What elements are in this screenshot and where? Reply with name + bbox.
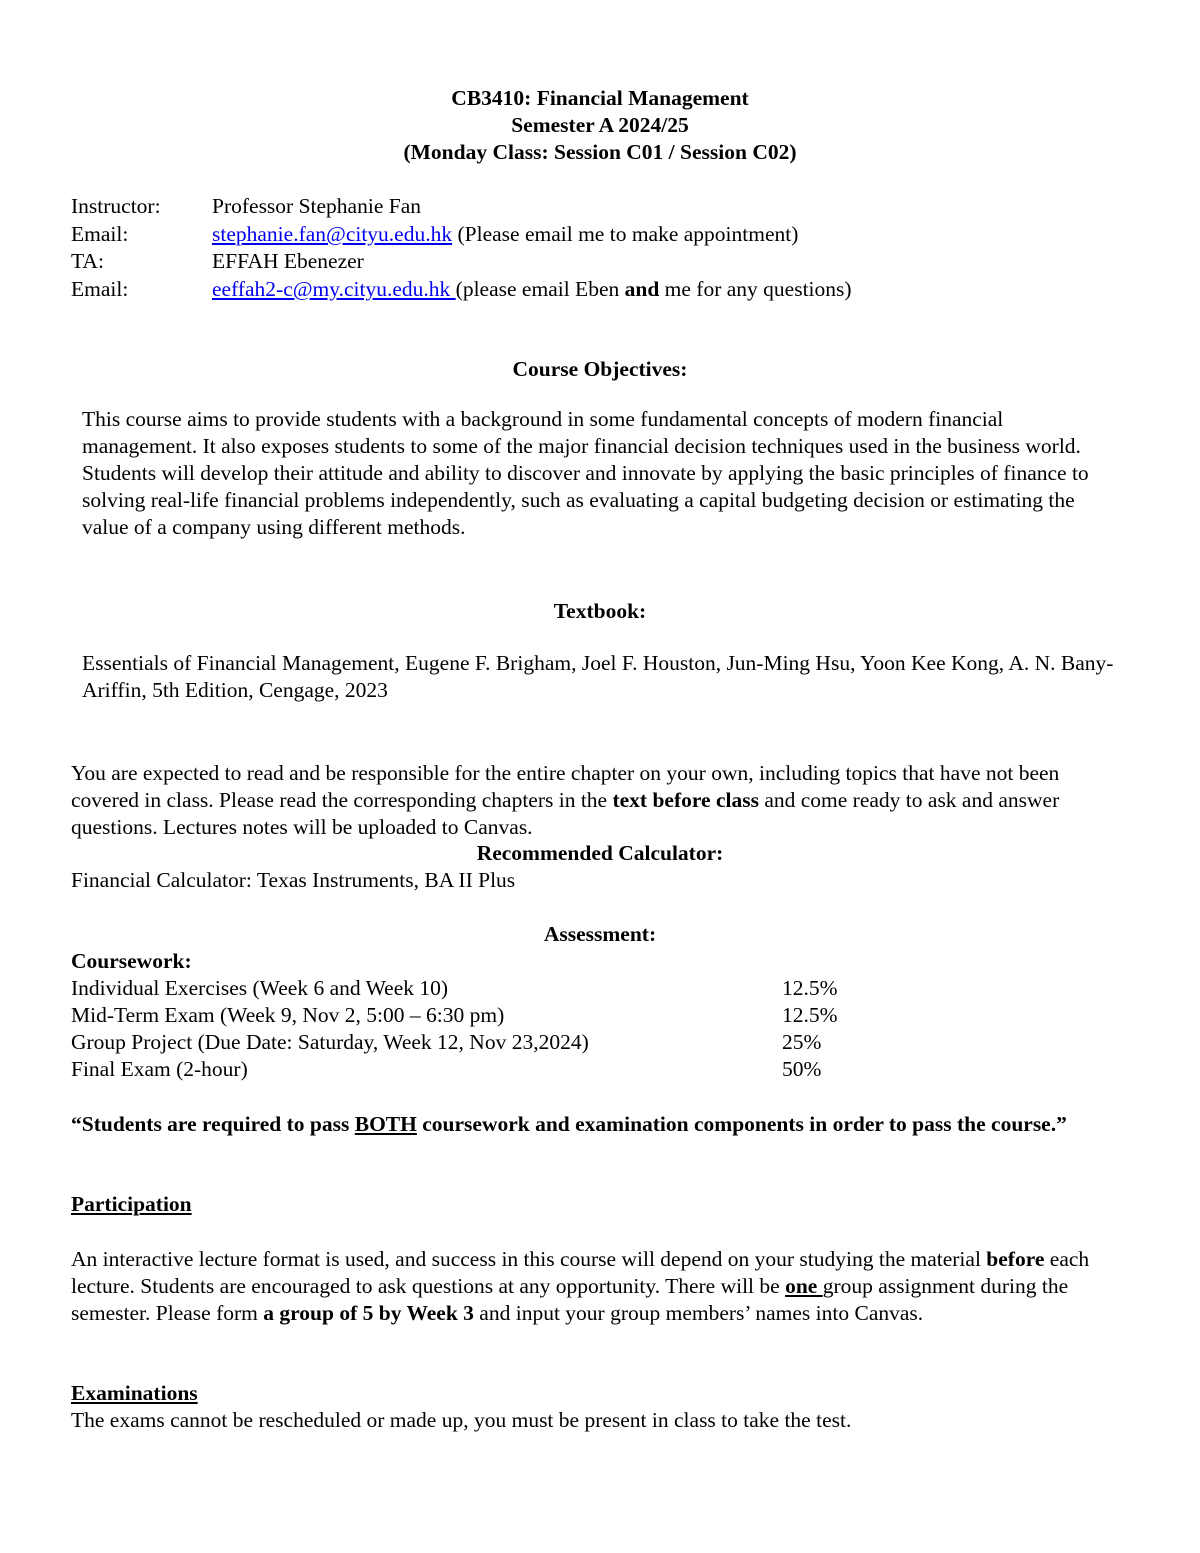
assessment-item-name: Individual Exercises (Week 6 and Week 10) — [71, 976, 449, 1000]
objectives-heading: Course Objectives: — [512, 357, 688, 381]
ta-email-row — [212, 277, 852, 302]
objectives-body: This course aims to provide students with a background in some fundamental concepts of modern financial management. It also exposes students to some of the major financial decision techniques used in the business world. Students will develop their attitude and ability to discover and innovate by applying the basic principles of finance to solving real-life financial problems independently, such as evaluating a capital budgeting decision or estimating the value of a company using different methods. — [82, 407, 1089, 539]
participation-p4: and input your group members’ names into Canvas. — [473, 1301, 924, 1325]
reading-part2: and come ready to ask and answer questions. Lectures notes will be uploaded to Canvas. — [71, 788, 1060, 839]
ta-email-note-b: me for any questions) — [659, 277, 852, 301]
assessment-item-name: Mid-Term Exam (Week 9, Nov 2, 5:00 – 6:30 pm) — [71, 1003, 505, 1027]
examinations-body: The exams cannot be rescheduled or made up, you must be present in class to take the test. — [71, 1408, 852, 1432]
ta-email-link[interactable]: eeffah2-c@my.cityu.edu.hk — [212, 277, 456, 301]
participation-p2: each lecture. Students are encouraged to ask questions at any opportunity. There will be — [71, 1247, 1090, 1298]
notice-both: BOTH — [354, 1112, 417, 1136]
ta-name: EFFAH Ebenezer — [212, 249, 364, 273]
textbook-body: Essentials of Financial Management, Eugene F. Brigham, Joel F. Houston, Jun-Ming Hsu, Yoon Kee Kong, A. N. Bany-Ariffin, 5th Edition, Cengage, 2023 — [82, 651, 1114, 702]
participation-b2: one — [785, 1274, 823, 1298]
ta-email-label: Email: — [71, 277, 129, 301]
instructor-email-note: (Please email me to make appointment) — [452, 222, 799, 246]
participation-heading: Participation — [71, 1192, 192, 1216]
participation-b1: before — [986, 1247, 1045, 1271]
ta-email-note-a: (please email Eben — [455, 277, 625, 301]
assessment-item-weight: 12.5% — [782, 1003, 838, 1027]
ta-label: TA: — [71, 249, 104, 273]
participation-p3: group assignment during the semester. Please form — [71, 1274, 1069, 1325]
reading-part1: You are expected to read and be responsible for the entire chapter on your own, including topics that have not been covered in class. Please read the corresponding chapters in the — [71, 761, 1060, 812]
examinations-heading: Examinations — [71, 1381, 198, 1405]
assessment-item-name: Final Exam (2-hour) — [71, 1057, 248, 1081]
assessment-heading: Assessment: — [543, 922, 657, 946]
textbook-heading: Textbook: — [553, 599, 647, 623]
calculator-heading: Recommended Calculator: — [476, 841, 724, 865]
assessment-item-name: Group Project (Due Date: Saturday, Week 12, Nov 23,2024) — [71, 1030, 589, 1054]
participation-b3: a group of 5 by Week 3 — [263, 1301, 474, 1325]
ta-email-note-bold: and — [624, 277, 660, 301]
assessment-item-weight: 50% — [782, 1057, 822, 1081]
pass-requirement-notice — [71, 1111, 1131, 1138]
assessment-item-weight: 25% — [782, 1030, 822, 1054]
email-label: Email: — [71, 222, 129, 246]
reading-bold: text before class — [612, 788, 759, 812]
calculator-body: Financial Calculator: Texas Instruments, BA II Plus — [71, 868, 516, 892]
instructor-email-row — [212, 222, 798, 247]
page-title: CB3410: Financial Management — [451, 86, 749, 110]
notice-part-b: coursework and examination components in order to pass the course.” — [416, 1112, 1067, 1136]
participation-body — [71, 1246, 1131, 1327]
assessment-item-weight: 12.5% — [782, 976, 838, 1000]
instructor-label: Instructor: — [71, 194, 161, 218]
instructor-name: Professor Stephanie Fan — [212, 194, 421, 218]
reading-paragraph — [71, 760, 1131, 841]
session-line: (Monday Class: Session C01 / Session C02) — [403, 140, 797, 164]
participation-p1: An interactive lecture format is used, and success in this course will depend on your studying the material — [71, 1247, 987, 1271]
semester-line: Semester A 2024/25 — [511, 113, 689, 137]
instructor-email-link[interactable]: stephanie.fan@cityu.edu.hk — [212, 222, 453, 246]
coursework-label: Coursework: — [71, 949, 192, 973]
notice-part-a: “Students are required to pass — [71, 1112, 355, 1136]
